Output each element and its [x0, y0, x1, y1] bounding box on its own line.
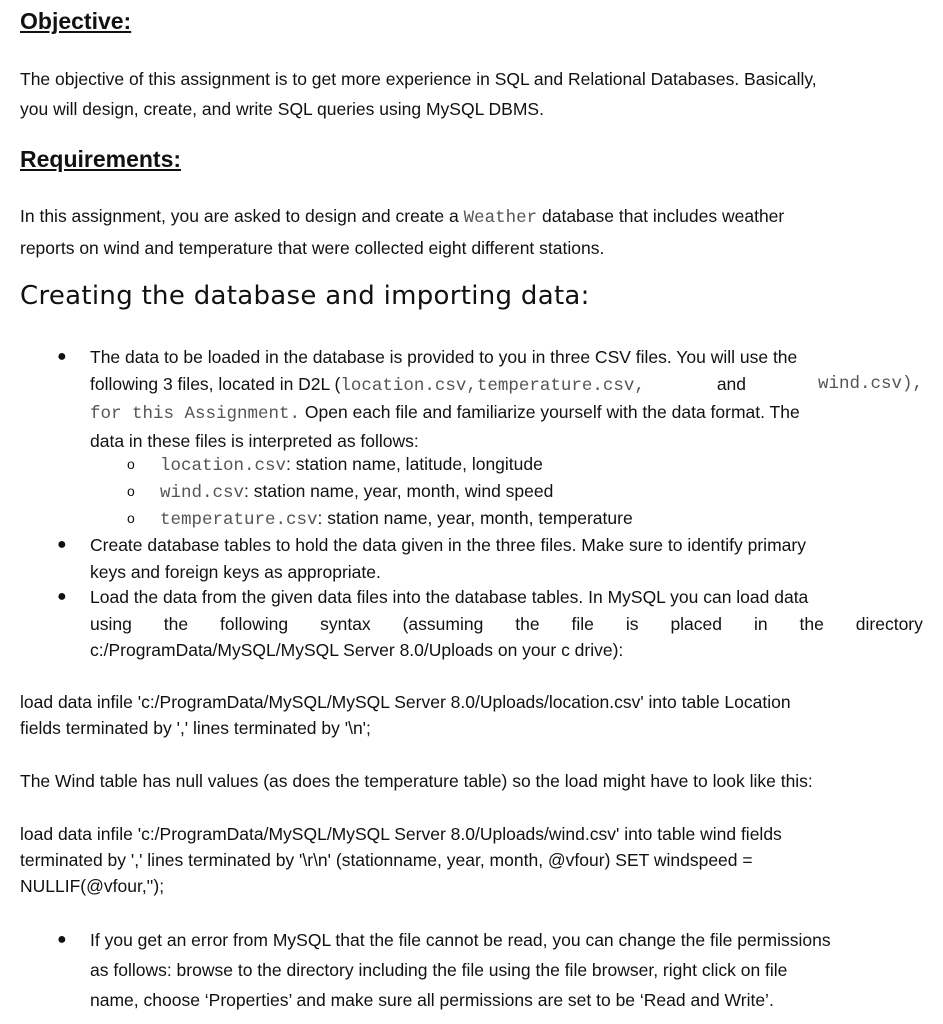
sub-item-temperature [20, 505, 923, 534]
word: in [753, 613, 768, 634]
objective-paragraph [20, 64, 923, 124]
bullet4-line-1: If you get an error from MySQL that the file cannot be read, you can change the file permissions [90, 930, 831, 950]
bullet-icon: ● [57, 931, 67, 948]
circle-bullet-icon: o [127, 483, 135, 499]
bullet4-line-2: as follows: browse to the directory including the file using the file browser, right click on file [90, 960, 788, 980]
and-word: and [716, 373, 747, 394]
bullet-data-files [20, 344, 923, 454]
word: the [163, 613, 189, 634]
bullet1-line-3 [90, 399, 923, 428]
objective-line-1: The objective of this assignment is to get more experience in SQL and Relational Databases. Basically, [20, 69, 817, 89]
bullet1-line-4: data in these files is interpreted as follows: [90, 430, 419, 451]
word: placed [670, 613, 723, 634]
requirements-text-pre: In this assignment, you are asked to design and create a [20, 206, 464, 226]
bullet1-line3-rest: Open each file and familiarize yourself with the data format. The [300, 402, 800, 422]
bullet-icon: ● [57, 348, 67, 365]
bullet3-line-2 [90, 611, 923, 638]
sub-item-file: wind.csv [160, 483, 245, 503]
word: syntax [320, 613, 371, 634]
sub-item-file: location.csv [160, 456, 287, 476]
word: directory [855, 613, 923, 634]
file-location-csv: location.csv, [340, 375, 477, 396]
bullet4-line-3: name, choose ‘Properties’ and make sure all permissions are set to be ‘Read and Write’. [90, 990, 774, 1010]
section-title: Creating the database and importing data: [20, 281, 590, 311]
word: using [90, 613, 132, 634]
objective-heading: Objective: [20, 8, 132, 34]
code2-line-1: load data infile 'c:/ProgramData/MySQL/MySQL Server 8.0/Uploads/wind.csv' into table wind fields [20, 824, 782, 844]
code1-line-1: load data infile 'c:/ProgramData/MySQL/MySQL Server 8.0/Uploads/location.csv' into table Location [20, 692, 791, 712]
bullet3-line-1: Load the data from the given data files into the database tables. In MySQL you can load data [90, 587, 809, 607]
bullet1-line2-pre: following 3 files, located in D2L ( [90, 373, 341, 394]
word: the [799, 613, 824, 634]
sub-item-desc: : station name, latitude, longitude [286, 454, 543, 474]
load-location-statement [20, 689, 923, 741]
circle-bullet-icon: o [127, 510, 135, 526]
sub-item-wind [20, 478, 923, 507]
requirements-line-1 [20, 201, 923, 233]
bullet-file-permissions [20, 925, 923, 1015]
word: following [220, 613, 289, 634]
for-this-assignment: for this Assignment. [90, 404, 301, 424]
objective-line-2: you will design, create, and write SQL queries using MySQL DBMS. [20, 99, 544, 119]
bullet3-line-3: c:/ProgramData/MySQL/MySQL Server 8.0/Uploads on your c drive): [90, 640, 624, 660]
weather-db-name: Weather [463, 208, 538, 228]
bullet-load-data [20, 584, 923, 664]
sub-item-file: temperature.csv [160, 510, 318, 530]
bullet-icon: ● [57, 588, 67, 605]
bullet1-line-2 [90, 371, 923, 400]
requirements-line-2: reports on wind and temperature that were collected eight different stations. [20, 238, 605, 258]
bullet-icon: ● [57, 536, 67, 553]
code1-line-2: fields terminated by ',' lines terminated by '\n'; [20, 718, 371, 738]
bullet2-line-1: Create database tables to hold the data given in the three files. Make sure to identify primary [90, 535, 806, 555]
bullet-create-tables [20, 532, 923, 585]
load-wind-statement [20, 821, 923, 899]
bullet1-line-1: The data to be loaded in the database is provided to you in three CSV files. You will use the [90, 347, 798, 367]
word: is [625, 613, 639, 634]
word: file [571, 613, 594, 634]
circle-bullet-icon: o [127, 456, 135, 472]
sub-item-desc: : station name, year, month, temperature [317, 508, 633, 528]
sub-item-desc: : station name, year, month, wind speed [244, 481, 554, 501]
file-temperature-csv: temperature.csv, [476, 375, 645, 396]
word: the [515, 613, 540, 634]
code2-line-2: terminated by ',' lines terminated by '\r\n' (stationname, year, month, @vfour) SET windspeed = [20, 850, 753, 870]
file-wind-csv: wind.csv), [817, 373, 923, 394]
sub-item-location [20, 451, 923, 480]
requirements-paragraph [20, 201, 923, 263]
requirements-text-post: database that includes weather [537, 206, 785, 226]
requirements-heading: Requirements: [20, 146, 182, 172]
wind-null-note: The Wind table has null values (as does the temperature table) so the load might have to look like this: [20, 771, 813, 791]
word: (assuming [402, 613, 484, 634]
code2-line-3: NULLIF(@vfour,''); [20, 876, 165, 896]
bullet2-line-2: keys and foreign keys as appropriate. [90, 561, 381, 582]
